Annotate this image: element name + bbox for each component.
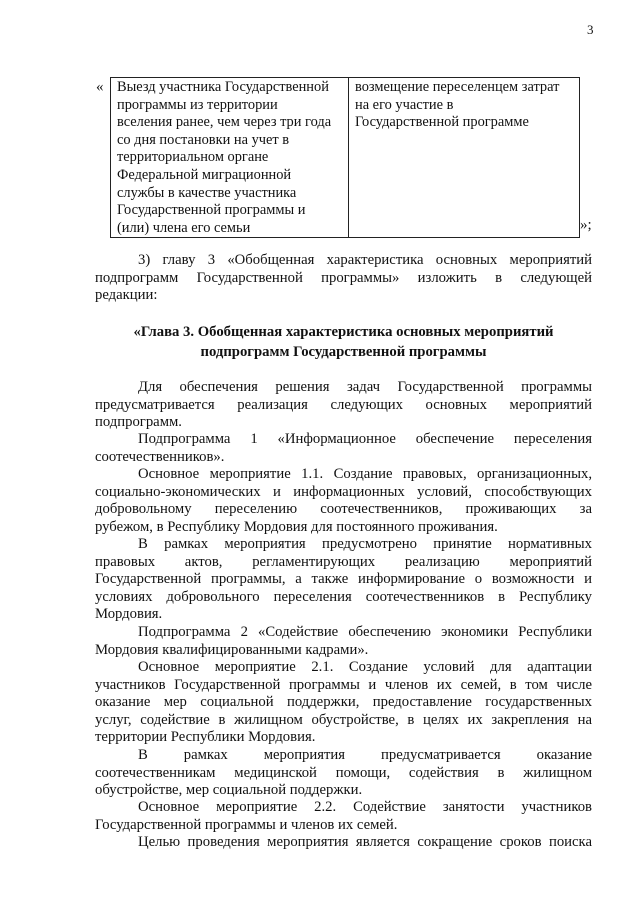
table-cell-consequence xyxy=(349,78,580,238)
text-line: Мордовия. xyxy=(95,606,163,623)
text-line: Основное мероприятие 2.2. Содействие занятости участников xyxy=(138,799,592,815)
paragraph xyxy=(95,536,592,624)
text-line: Государственной программы и членов их семей. xyxy=(95,816,398,833)
paragraph xyxy=(95,431,592,466)
text-line: обустройстве, мер социальной поддержки. xyxy=(95,782,363,799)
table-line: со дня постановки на учет в xyxy=(117,131,290,148)
table-row xyxy=(111,78,580,238)
text-line: услуг, содействие в жилищном обустройстве, в целях их закрепления на xyxy=(95,711,592,728)
table-line: Выезд участника Государственной xyxy=(117,79,329,95)
amendment-table xyxy=(110,77,580,238)
table-line: вселения ранее, чем через три года xyxy=(117,114,332,131)
heading-line: подпрограмм Государственной программы xyxy=(200,344,487,360)
table-line: службы в качестве участника xyxy=(117,184,297,201)
table-line: Государственной программе xyxy=(355,114,529,131)
paragraph xyxy=(95,624,592,659)
text-line: предусматривается реализация следующих основных мероприятий xyxy=(95,396,592,413)
text-line: редакции: xyxy=(95,287,158,304)
page-number: 3 xyxy=(587,22,594,37)
paragraph xyxy=(95,659,592,747)
table-cell-condition xyxy=(111,78,349,238)
paragraph xyxy=(95,799,592,834)
text-line: Целью проведения мероприятия является сокращение сроков поиска xyxy=(138,834,592,850)
text-line: социально-экономических и информационных условий, способствующих xyxy=(95,483,592,500)
table-open-quote: « xyxy=(96,79,104,95)
text-line: Государственной программы, а также информирование о возможности и xyxy=(95,571,592,588)
heading-line: «Глава 3. Обобщенная характеристика основных мероприятий xyxy=(133,324,554,340)
text-line: Подпрограмма 1 «Информационное обеспечение переселения xyxy=(138,431,592,447)
text-line: 3) главу 3 «Обобщенная характеристика основных мероприятий xyxy=(138,252,592,268)
table-line: возмещение переселенцем затрат xyxy=(355,79,560,95)
paragraph xyxy=(95,834,592,852)
text-line: Подпрограмма 2 «Содействие обеспечению экономики Республики xyxy=(138,624,592,640)
text-line: В рамках мероприятия предусмотрено принятие нормативных xyxy=(138,536,592,552)
paragraph xyxy=(95,466,592,536)
table-line: территориальном органе xyxy=(117,149,269,166)
text-line: участников Государственной программы и членов их семей, в том числе xyxy=(95,676,592,693)
table-line: на его участие в xyxy=(355,96,454,113)
table-close-quote: »; xyxy=(580,217,592,233)
text-line: условиях добровольного переселения соотечественников в Республику xyxy=(95,588,592,605)
text-line: Основное мероприятие 1.1. Создание правовых, организационных, xyxy=(138,466,592,482)
text-line: правовых актов, регламентирующих реализацию мероприятий xyxy=(95,553,592,570)
text-line: рубежом, в Республику Мордовия для постоянного проживания. xyxy=(95,518,498,535)
paragraph xyxy=(95,747,592,800)
text-line: Мордовия квалифицированными кадрами». xyxy=(95,641,369,658)
text-line: добровольному переселению соотечественников, проживающих за xyxy=(95,501,592,518)
text-line: Основное мероприятие 2.1. Создание условий для адаптации xyxy=(138,659,592,675)
text-line: соотечественникам медицинской помощи, содействия в жилищном xyxy=(95,764,592,781)
table-line: Государственной программы и xyxy=(117,202,306,219)
table-line: Федеральной миграционной xyxy=(117,166,292,183)
paragraph xyxy=(95,379,592,432)
text-line: территории Республики Мордовия. xyxy=(95,729,316,746)
chapter-heading xyxy=(95,322,592,362)
text-line: подпрограмм. xyxy=(95,414,182,431)
text-line: подпрограмм Государственной программы» изложить в следующей xyxy=(95,269,592,286)
text-line: оказание мер социальной поддержки, предоставление государственных xyxy=(95,694,592,711)
amendment-item-3 xyxy=(95,252,592,305)
text-line: Для обеспечения решения задач Государственной программы xyxy=(138,379,592,395)
text-line: соотечественников». xyxy=(95,448,225,465)
table-line: (или) члена его семьи xyxy=(117,219,251,236)
text-line: В рамках мероприятия предусматривается оказание xyxy=(138,747,592,763)
table-line: программы из территории xyxy=(117,96,278,113)
